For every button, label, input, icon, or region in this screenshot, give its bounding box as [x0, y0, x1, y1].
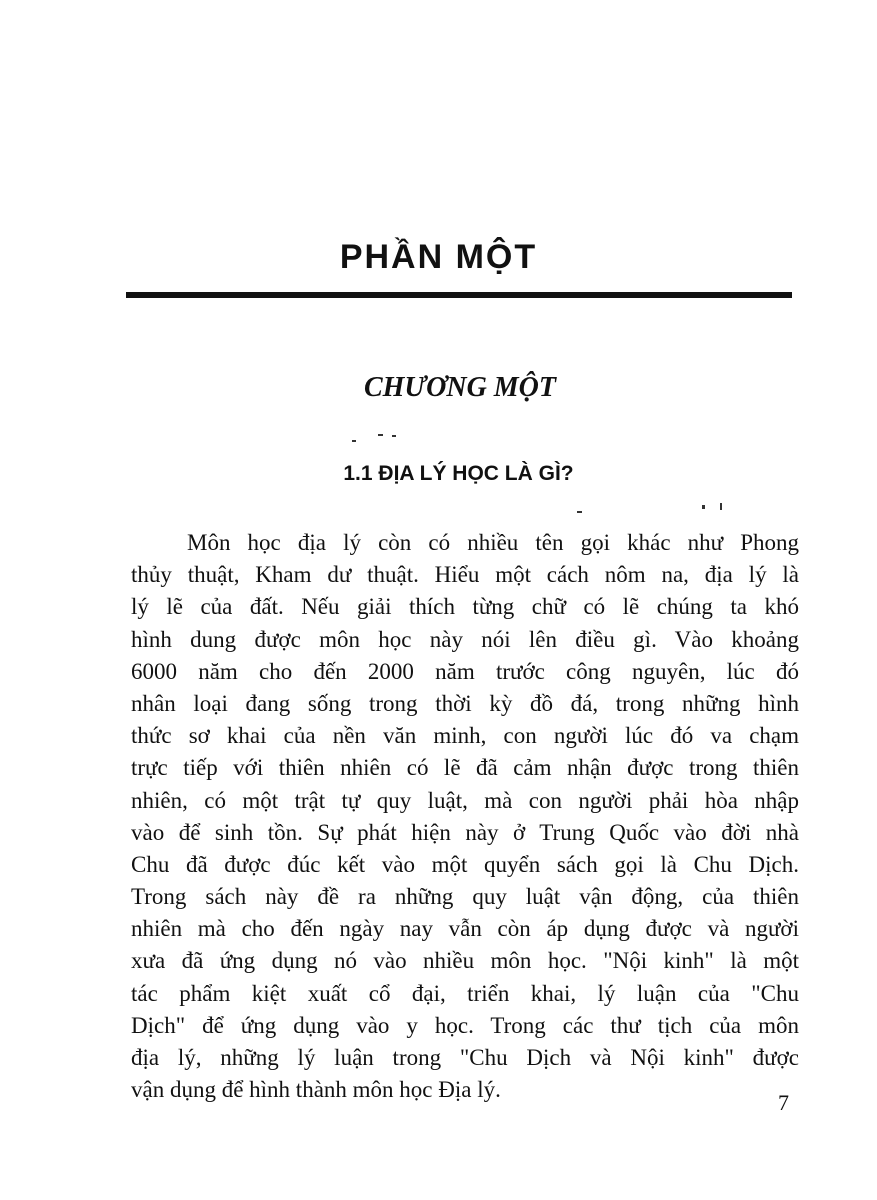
- paragraph-line: nhiên, có một trật tự quy luật, mà con người phải hòa nhập: [131, 787, 799, 813]
- scan-speck: [392, 435, 396, 437]
- paragraph-line: lý lẽ của đất. Nếu giải thích từng chữ có lẽ chúng ta khó: [131, 594, 799, 620]
- paragraph-line: địa lý, những lý luận trong "Chu Dịch và Nội kinh" được: [131, 1045, 799, 1070]
- paragraph-line: 6000 năm cho đến 2000 năm trước công nguyên, lúc đó: [131, 658, 799, 684]
- paragraph-line: Trong sách này đề ra những quy luật vận động, của thiên: [131, 884, 799, 910]
- paragraph-line: thủy thuật, Kham dư thuật. Hiểu một cách nôm na, địa lý là: [131, 562, 799, 588]
- chapter-title: CHƯƠNG MỘT: [363, 372, 557, 403]
- paragraph-line: Môn học địa lý còn có nhiều tên gọi khác như Phong: [187, 530, 799, 555]
- paragraph-line: tác phẩm kiệt xuất cổ đại, triển khai, lý luận của "Chu: [131, 980, 799, 1006]
- body-paragraph: [131, 527, 799, 1106]
- scan-speck: [720, 503, 722, 510]
- page-number: 7: [778, 1090, 789, 1115]
- paragraph-line: hình dung được môn học này nói lên điều gì. Vào khoảng: [131, 626, 799, 652]
- paragraph-line: vào để sinh tồn. Sự phát hiện này ở Trung Quốc vào đời nhà: [131, 819, 799, 845]
- part-title-rule: [126, 292, 792, 298]
- paragraph-line: Dịch" để ứng dụng vào y học. Trong các thư tịch của môn: [131, 1012, 799, 1038]
- scan-speck: [378, 434, 383, 436]
- scan-speck: [352, 440, 356, 442]
- paragraph-line: vận dụng để hình thành môn học Địa lý.: [131, 1077, 501, 1103]
- paragraph-line: xưa đã ứng dụng nó vào nhiều môn học. "Nội kinh" là một: [131, 948, 799, 974]
- paragraph-line: trực tiếp với thiên nhiên có lẽ đã cảm nhận được trong thiên: [131, 755, 799, 781]
- paragraph-line: nhân loại đang sống trong thời kỳ đồ đá, trong những hình: [131, 690, 799, 716]
- part-title: PHẦN MỘT: [339, 238, 538, 276]
- scan-speck: [577, 511, 582, 513]
- paragraph-line: nhiên mà cho đến ngày nay vẫn còn áp dụng được và người: [131, 916, 799, 942]
- scan-speck: [702, 505, 705, 509]
- paragraph-line: thức sơ khai của nền văn minh, con người lúc đó va chạm: [131, 723, 799, 749]
- section-title: 1.1 ĐỊA LÝ HỌC LÀ GÌ?: [343, 462, 574, 485]
- paragraph-line: Chu đã được đúc kết vào một quyển sách gọi là Chu Dịch.: [131, 851, 799, 877]
